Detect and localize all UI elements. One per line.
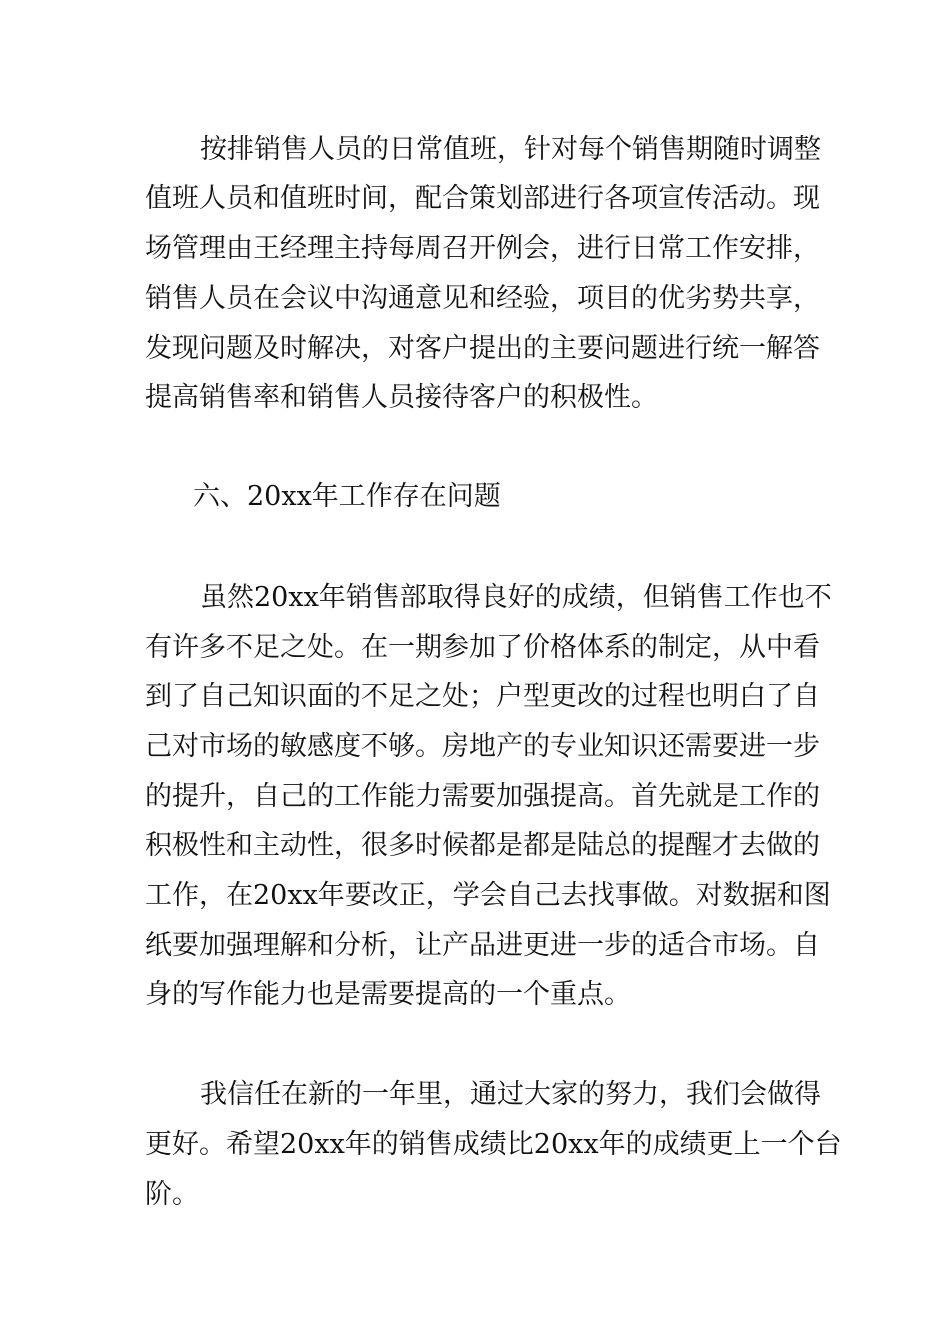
paragraph-2-line-9: 身的写作能力也是需要提高的一个重点。 [145, 979, 631, 1010]
paragraph-1-line-5: 发现问题及时解决，对客户提出的主要问题进行统一解答 [145, 333, 820, 364]
paragraph-1-line-1: 按排销售人员的日常值班，针对每个销售期随时调整 [200, 134, 821, 165]
paragraph-3-line-2: 更好。希望20xx年的销售成绩比20xx年的成绩更上一个台 [145, 1129, 842, 1160]
paragraph-2-line-7: 工作，在20xx年要改正，学会自己去找事做。对数据和图 [145, 880, 831, 911]
paragraph-2-line-4: 己对市场的敏感度不够。房地产的专业知识还需要进一步 [145, 731, 820, 762]
paragraph-2-line-5: 的提升，自己的工作能力需要加强提高。首先就是工作的 [145, 781, 820, 812]
section-heading: 六、20xx年工作存在问题 [193, 481, 501, 512]
paragraph-1-line-6: 提高销售率和销售人员接待客户的积极性。 [145, 382, 658, 413]
paragraph-1-line-3: 场管理由王经理主持每周召开例会，进行日常工作安排， [145, 233, 820, 264]
paragraph-1-line-2: 值班人员和值班时间，配合策划部进行各项宣传活动。现 [145, 183, 820, 214]
paragraph-2-line-1: 虽然20xx年销售部取得良好的成绩，但销售工作也不 [200, 582, 832, 613]
paragraph-2-line-3: 到了自己知识面的不足之处；户型更改的过程也明白了自 [145, 681, 820, 712]
paragraph-3-line-1: 我信任在新的一年里，通过大家的努力，我们会做得 [200, 1079, 821, 1110]
paragraph-2-line-2: 有许多不足之处。在一期参加了价格体系的制定，从中看 [145, 632, 820, 663]
paragraph-2-line-6: 积极性和主动性，很多时候都是都是陆总的提醒才去做的 [145, 830, 820, 861]
paragraph-1-line-4: 销售人员在会议中沟通意见和经验，项目的优劣势共享， [145, 283, 820, 314]
paragraph-3-line-3: 阶。 [145, 1179, 199, 1210]
paragraph-2-line-8: 纸要加强理解和分析，让产品进更进一步的适合市场。自 [145, 930, 820, 961]
